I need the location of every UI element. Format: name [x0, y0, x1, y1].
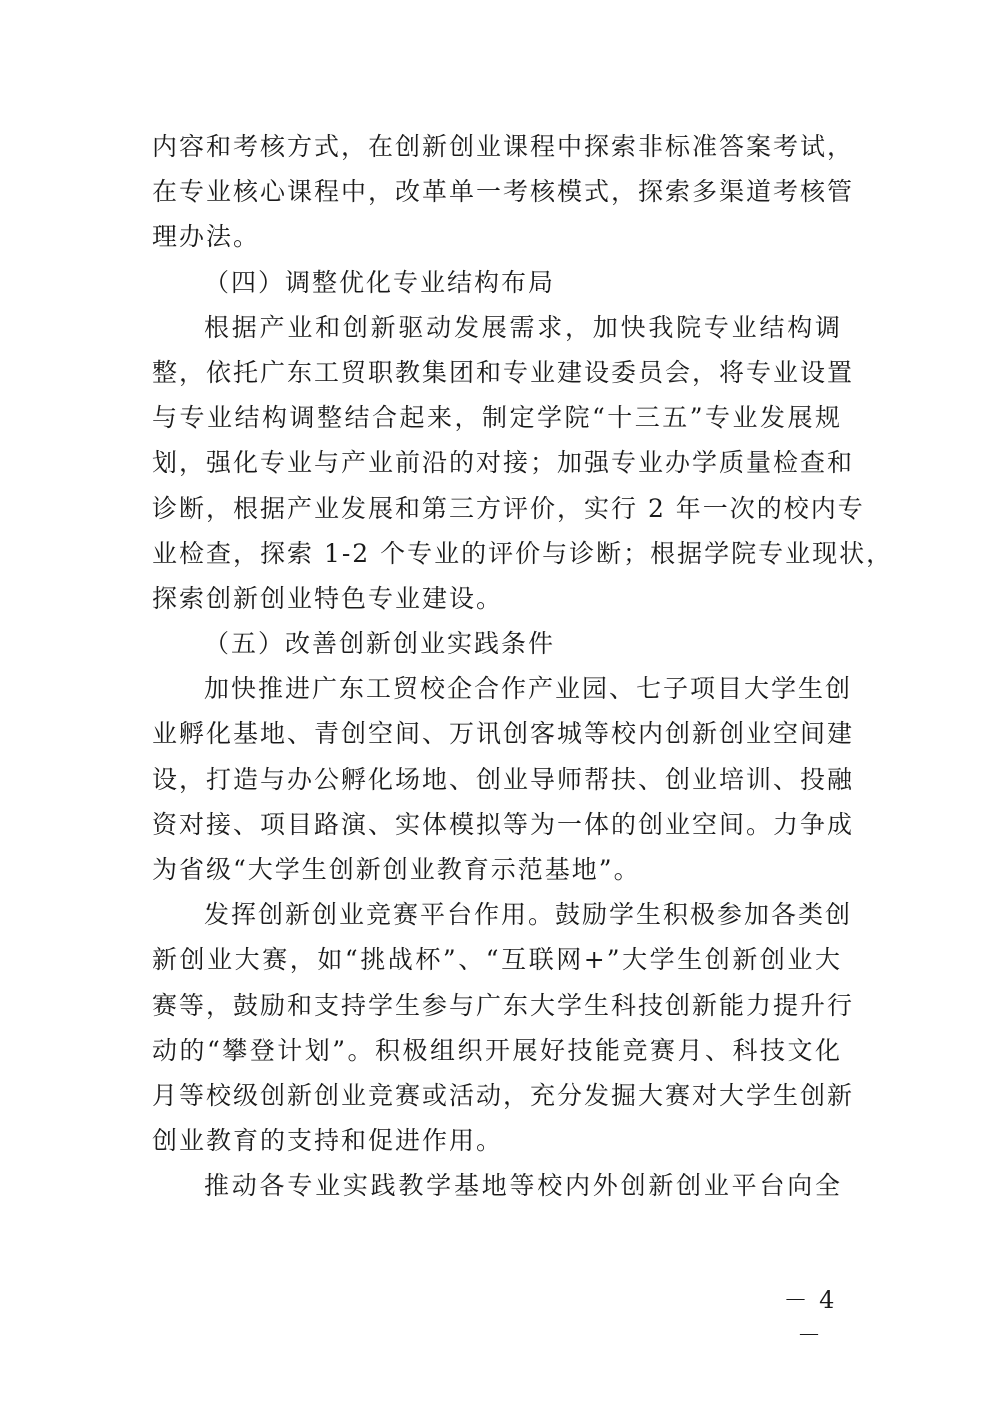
paragraph-competition-platform: [152, 892, 855, 1163]
text-line: 诊断，根据产业发展和第三方评价，实行 2 年一次的校内专: [152, 493, 865, 523]
text-line: 创业教育的支持和促进作用。: [152, 1126, 504, 1156]
text-line: 业孵化基地、青创空间、万讯创客城等校内创新创业空间建: [152, 719, 855, 749]
text-line: 划，强化专业与产业前沿的对接；加强专业办学质量检查和: [152, 448, 855, 478]
text-line: 与专业结构调整结合起来，制定学院“十三五”专业发展规: [152, 403, 842, 433]
text-line: 发挥创新创业竞赛平台作用。鼓励学生积极参加各类创: [204, 900, 853, 930]
text-line: 整，依托广东工贸职教集团和专业建设委员会，将专业设置: [152, 357, 855, 387]
text-line: 设，打造与办公孵化场地、创业导师帮扶、创业培训、投融: [152, 764, 855, 794]
paragraph-program-structure: [152, 305, 894, 621]
text-line: 资对接、项目路演、实体模拟等为一体的创业空间。力争成: [152, 809, 855, 839]
text-line: 根据产业和创新驱动发展需求，加快我院专业结构调: [204, 312, 842, 342]
page-number: － 4 －: [783, 1286, 837, 1349]
text-line: 探索创新创业特色专业建设。: [152, 583, 504, 613]
text-line: 业检查，探索 1-2 个专业的评价与诊断；根据学院专业现状，: [152, 538, 894, 568]
text-line: 加快推进广东工贸校企合作产业园、七子项目大学生创: [204, 674, 853, 704]
text-line: 赛等，鼓励和支持学生参与广东大学生科技创新能力提升行: [152, 990, 855, 1020]
text-line: 推动各专业实践教学基地等校内外创新创业平台向全: [204, 1171, 842, 1201]
text-line: 为省级“大学生创新创业教育示范基地”。: [152, 855, 641, 884]
text-line: 动的“攀登计划”。积极组织开展好技能竞赛月、科技文化: [152, 1035, 842, 1065]
paragraph-practice-space: [152, 666, 855, 892]
text-line: 理办法。: [152, 222, 261, 252]
section-heading-5: （五）改善创新创业实践条件: [204, 629, 556, 659]
text-line: 内容和考核方式，在创新创业课程中探索非标准答案考试，: [152, 132, 855, 161]
document-body: [152, 124, 894, 1209]
text-line: 在专业核心课程中，改革单一考核模式，探索多渠道考核管: [152, 177, 855, 207]
text-line: 新创业大赛，如“挑战杯”、“互联网+”大学生创新创业大: [152, 945, 842, 975]
paragraph-assessment-reform: [152, 124, 855, 260]
section-heading-4: （四）调整优化专业结构布局: [204, 267, 556, 297]
text-line: 月等校级创新创业竞赛或活动，充分发掘大赛对大学生创新: [152, 1080, 855, 1110]
paragraph-practice-bases: [152, 1163, 842, 1208]
